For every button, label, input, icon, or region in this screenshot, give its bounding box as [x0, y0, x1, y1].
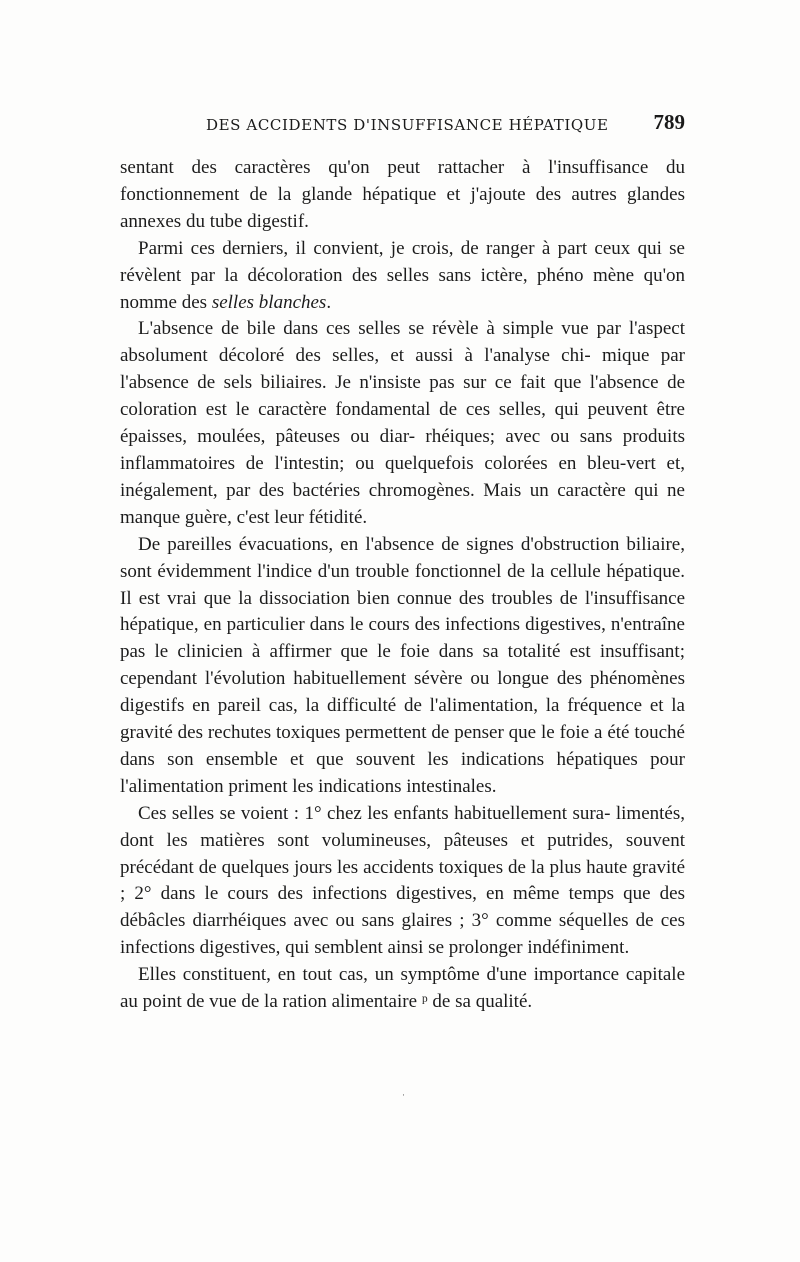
page-header [120, 110, 685, 140]
page-number: 789 [653, 110, 685, 134]
running-title: DES ACCIDENTS D'INSUFFISANCE HÉPATIQUE [206, 116, 609, 134]
paragraph-evacuations: De pareilles évacuations, en l'absence de signes d'obstruction biliaire, sont évidemment l'indice d'un trouble fonctionnel de la cellule hépatique. Il est vrai que la dissociation bien connue des troubles de l'insuffisance hépatique, en particulier dans le cours des infections digestives, n'entraîne pas le clinicien à affirmer que le foie dans sa totalité est insuffisant; cependant l'évolution habituellement sévère ou longue des phénomènes digestifs en pareil cas, la difficulté de l'alimentation, la fréquence et la gravité des rechutes toxiques permettent de penser que le foie a été touché dans son ensemble et que souvent les indications hépatiques pour l'alimentation priment les indications intestinales. [120, 533, 685, 797]
paragraph-elles-constituent: Elles constituent, en tout cas, un symptôme d'une importance capitale au point de vue de la ration alimentaire ᵖ de sa qualité. [120, 964, 685, 1013]
paragraph-selles-blanches [120, 236, 685, 317]
paragraph-text-end: . [326, 291, 332, 313]
paragraph-continuation: sentant des caractères qu'on peut rattacher à l'insuffisance du fonctionnement de la glande hépatique et j'ajoute des autres glandes annexes du tube digestif. [120, 157, 685, 232]
stray-mark: · [402, 1090, 405, 1100]
paragraph-absence-bile: L'absence de bile dans ces selles se révèle à simple vue par l'aspect absolument décoloré des selles, et aussi à l'analyse chi- mique par l'absence de sels biliaires. Je n'insiste pas sur ce fait que l'absence de coloration est le caractère fondamental de ces selles, qui peuvent être épaisses, moulées, pâteuses ou diar- rhéiques; avec ou sans produits inflammatoires de l'intestin; ou quelquefois colorées en bleu-vert et, inégalement, par des bactéries chromogènes. Mais un caractère qui ne manque guère, c'est leur fétidité. [120, 318, 685, 528]
paragraph-text: Parmi ces derniers, il convient, je crois, de ranger à part ceux qui se révèlent par la décoloration des selles sans ictère, phéno mène qu'on nomme des [120, 237, 685, 313]
emphasis-selles-blanches: selles blanches [211, 291, 327, 313]
paragraph-ces-selles: Ces selles se voient : 1° chez les enfants habituellement sura- limentés, dont les matières sont volumineuses, pâteuses et putrides, souvent précédant de quelques jours les accidents toxiques de la plus haute gravité ; 2° dans le cours des infections digestives, en même temps que des débâcles diarrhéiques avec ou sans glaires ; 3° comme séquelles de ces infections digestives, qui semblent ainsi se prolonger indéfiniment. [120, 802, 685, 959]
body-text [120, 155, 685, 1016]
